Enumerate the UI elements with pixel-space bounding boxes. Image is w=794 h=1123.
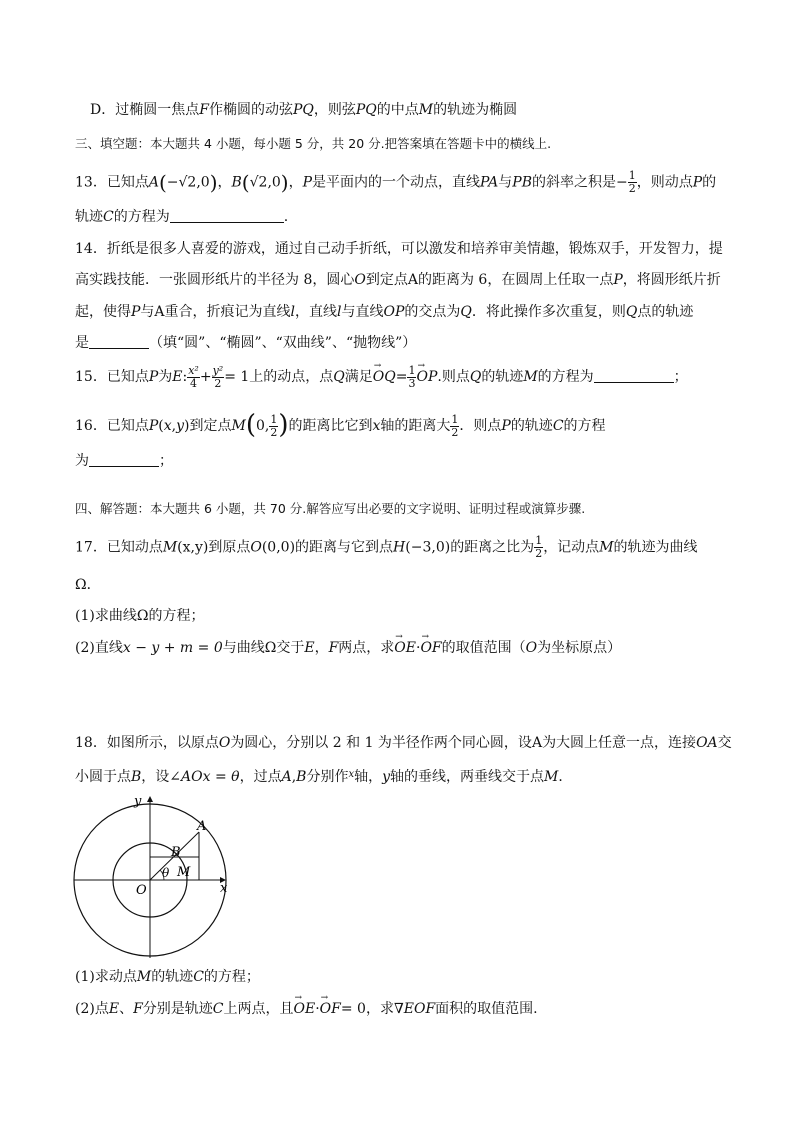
- y-axis-arrow: [147, 796, 153, 802]
- math: −√2,0: [166, 174, 210, 191]
- answer-blank[interactable]: [89, 334, 149, 349]
- question-17-line1: [75, 535, 734, 560]
- text: ．: [558, 769, 573, 785]
- vector: → OP: [416, 363, 437, 391]
- fraction: $\frac{1}{3}$: [408, 363, 416, 390]
- var: x: [163, 418, 172, 434]
- text: 13．已知点: [75, 174, 149, 191]
- question-18-part1: [75, 968, 734, 986]
- var: F: [199, 102, 209, 118]
- var: P: [692, 174, 703, 191]
- point-a-label: A: [197, 819, 207, 834]
- text: = 1: [224, 369, 250, 385]
- text: 的方程为: [537, 369, 594, 385]
- text: 的轨迹为椭圆: [433, 102, 518, 118]
- math: (0,0): [261, 539, 296, 556]
- text: ·: [315, 1001, 320, 1017]
- var: E: [304, 640, 315, 656]
- text: 18．如图所示，以原点: [75, 735, 219, 751]
- var: M: [418, 102, 434, 118]
- var: F: [133, 1001, 143, 1017]
- var: B: [296, 769, 307, 785]
- question-14-line2: [75, 271, 734, 289]
- var: M: [136, 969, 152, 985]
- text: 满足: [344, 369, 373, 385]
- text: 为大圆上任意一点，连接: [542, 735, 697, 751]
- option-d: [90, 101, 734, 119]
- math: ∇EOF: [393, 1001, 436, 1017]
- text: 作椭圆的动弦: [208, 102, 293, 118]
- y-label: y: [134, 794, 142, 809]
- text: 到定点: [189, 418, 232, 434]
- text: （填“圆”、“椭圆”、“双曲线”、“抛物线”）: [149, 335, 417, 351]
- text: ,: [171, 418, 177, 434]
- math: 0,: [255, 418, 270, 434]
- vector: → OE: [394, 639, 416, 657]
- var: PB: [512, 174, 532, 191]
- text: ，: [314, 640, 329, 656]
- var: B: [131, 769, 142, 785]
- text: (1)求动点: [75, 969, 137, 985]
- fraction: $\frac{\text{x²}}{4}$: [188, 363, 199, 390]
- math: √2,0: [249, 174, 281, 191]
- text: ，直线: [295, 304, 338, 320]
- question-17-part2: [75, 639, 734, 657]
- text: =: [395, 369, 408, 385]
- vector: → OQ: [373, 363, 396, 391]
- answer-blank[interactable]: [594, 368, 674, 383]
- var: P: [148, 369, 159, 385]
- text: (2)直线: [75, 640, 123, 656]
- text: 为: [158, 369, 173, 385]
- fraction: $\frac{1}{2}$: [451, 412, 459, 439]
- text: 的: [702, 174, 717, 191]
- text: 的斜率之积是: [532, 174, 616, 191]
- text: ；: [673, 369, 688, 385]
- var: A: [148, 174, 159, 191]
- var: A: [154, 304, 165, 320]
- var: y: [382, 769, 391, 785]
- text: 的轨迹为曲线: [613, 539, 698, 556]
- text: 是平面内的一个动点，直线: [312, 174, 481, 191]
- var: P: [613, 272, 623, 288]
- text: 起，使得: [75, 304, 131, 320]
- text: 分别是轨迹: [142, 1001, 213, 1017]
- text: 的取值范围（: [441, 640, 526, 656]
- var: x: [348, 769, 355, 780]
- var: l: [290, 304, 296, 320]
- question-18-part2: [75, 1000, 734, 1018]
- text: 的轨迹: [510, 418, 553, 434]
- text: 的距离之比为: [450, 539, 535, 556]
- text: 上的动点，点: [249, 369, 334, 385]
- var: x: [372, 418, 381, 434]
- text: ，则动点: [636, 174, 693, 191]
- question-13-line2: [75, 208, 734, 226]
- var: A: [407, 272, 418, 288]
- text: ，: [288, 174, 303, 191]
- question-17-part1: (1)求曲线Ω的方程；: [75, 608, 205, 624]
- question-18-line2: [75, 766, 734, 786]
- text: 的方程；: [203, 969, 260, 985]
- text: (2)点: [75, 1001, 109, 1017]
- text: 分别作: [306, 769, 349, 785]
- text: 到定点: [365, 272, 408, 288]
- text: 轴的垂线，两垂线交于点: [390, 769, 545, 785]
- text: 的距离比它到: [288, 418, 373, 434]
- var: H: [393, 539, 406, 556]
- text: ，则弦: [313, 102, 356, 118]
- text: D．过椭圆一焦点: [90, 102, 200, 118]
- text: ，过点: [239, 769, 282, 785]
- var: P: [302, 174, 313, 191]
- section-heading-4: 四、解答题：本大题共 6 小题，共 70 分.解答应写出必要的文字说明、证明过程或演算步骤.: [75, 501, 586, 516]
- text: 到原点: [208, 539, 251, 556]
- var: M: [544, 769, 559, 785]
- var: P: [501, 418, 511, 434]
- text: 16．已知点: [75, 418, 149, 434]
- text: 与曲线Ω交于: [222, 640, 305, 656]
- text: 高实践技能．一张圆形纸片的半径为 8，圆心: [75, 272, 355, 288]
- var: O: [354, 272, 366, 288]
- text: 上两点，且: [223, 1001, 294, 1017]
- vector: → OE: [294, 1000, 316, 1018]
- var: M: [162, 539, 178, 556]
- text: 轨迹: [75, 209, 103, 225]
- var: Q: [625, 304, 638, 320]
- var: PQ: [355, 102, 377, 118]
- var: E: [172, 369, 183, 385]
- text: ，将圆形纸片折: [622, 272, 721, 288]
- text: 为: [75, 453, 89, 469]
- text: 与: [498, 174, 513, 191]
- text: 的方程为: [113, 209, 170, 225]
- var: M: [599, 539, 614, 556]
- origin-label: O: [136, 883, 147, 898]
- var: Q: [469, 369, 482, 385]
- fraction: $\frac{\text{y²}}{2}$: [212, 363, 224, 390]
- question-13-line1: 13．已知点A(−√2,0)，B(√2,0)，P是平面内的一个动点，直线PA与PB的斜率之积是− $\frac{1}{2}$ ，则动点P的: [75, 169, 717, 195]
- text: ，: [217, 174, 232, 191]
- var: A: [531, 735, 543, 751]
- text: .则点: [437, 369, 470, 385]
- text: 与: [140, 304, 155, 320]
- fraction: $\frac{1}{2}$: [270, 412, 278, 439]
- var: M: [231, 418, 246, 434]
- math: (x,y): [177, 539, 209, 556]
- var: C: [552, 418, 564, 434]
- math: ∠AOx = θ: [169, 769, 240, 785]
- text: 的轨迹: [481, 369, 524, 385]
- question-15: [75, 363, 734, 391]
- question-16-line2: [75, 452, 734, 470]
- var: PA: [480, 174, 499, 191]
- concentric-circles-figure: [70, 790, 240, 960]
- text: 面积的取值范围.: [435, 1001, 538, 1017]
- text: ·: [416, 640, 421, 656]
- text: 的距离为 6，在圆周上任取一点: [417, 272, 614, 288]
- text: 17．已知动点: [75, 539, 163, 556]
- text: ,: [291, 769, 297, 785]
- var: F: [328, 640, 339, 656]
- var: Q: [333, 369, 345, 385]
- text: 两点，求: [338, 640, 395, 656]
- text: :: [182, 369, 188, 385]
- text: ．则点: [459, 418, 502, 434]
- text: 点的轨迹: [637, 304, 694, 320]
- text: 为圆心，分别以 2 和 1 为半径作两个同心圆，设: [230, 735, 532, 751]
- var: O: [250, 539, 262, 556]
- answer-blank[interactable]: [89, 452, 159, 467]
- text: 的轨迹: [151, 969, 194, 985]
- text: ．将此操作多次重复，则: [471, 304, 626, 320]
- text: 的距离与它到点: [295, 539, 394, 556]
- text: 交: [717, 735, 732, 751]
- theta-label: θ: [162, 866, 170, 880]
- var: Q: [460, 304, 472, 320]
- point-b-label: B: [171, 845, 181, 860]
- text: (: [158, 418, 164, 434]
- section-heading-3: 三、填空题：本大题共 4 小题，每小题 5 分，共 20 分.把答案填在答题卡中的横线上.: [75, 136, 552, 151]
- text: 是: [75, 335, 89, 351]
- question-14-line4: [75, 334, 734, 352]
- answer-blank[interactable]: [170, 208, 284, 223]
- text: 重合，折痕记为直线: [164, 304, 291, 320]
- var: B: [231, 174, 242, 191]
- text: 轴的距离大: [380, 418, 451, 434]
- text: 为坐标原点）: [537, 640, 622, 656]
- fraction: $\frac{1}{2}$: [628, 169, 636, 195]
- text: ，设: [141, 769, 170, 785]
- text: 15．已知点: [75, 369, 149, 385]
- var: P: [148, 418, 159, 434]
- text: 的方程: [563, 418, 606, 434]
- text: ；: [159, 453, 173, 469]
- text: 小圆于点: [75, 769, 131, 785]
- vector: → OF: [420, 639, 441, 657]
- var: C: [103, 209, 114, 225]
- text: 的交点为: [404, 304, 461, 320]
- question-14-line3: [75, 303, 734, 321]
- var: OA: [696, 735, 718, 751]
- var: P: [131, 304, 141, 320]
- text: 轴，: [354, 769, 383, 785]
- question-16-line1: 16．已知点P(x,y)到定点M(0, $\frac{1}{2}$ )的距离比它到x轴的距离大 $\frac{1}{2}$ ．则点P的轨迹C的方程: [75, 410, 606, 440]
- x-label: x: [220, 881, 228, 896]
- var: A: [281, 769, 292, 785]
- var: C: [193, 969, 204, 985]
- text: 的中点: [376, 102, 419, 118]
- var: y: [176, 418, 184, 434]
- text: .: [283, 209, 289, 225]
- text: ，求: [365, 1001, 394, 1017]
- text: ): [184, 418, 190, 434]
- math: (−3,0): [405, 539, 451, 556]
- vector: → OF: [320, 1000, 341, 1018]
- var: M: [523, 369, 538, 385]
- question-14-line1: 14．折纸是很多人喜爱的游戏，通过自己动手折纸，可以激发和培养审美情趣，锻炼双手，开发智力，提: [75, 241, 723, 257]
- var: l: [337, 304, 342, 320]
- var: C: [212, 1001, 224, 1017]
- var: O: [525, 640, 538, 656]
- var: PQ: [292, 102, 314, 118]
- question-17-line2: Ω．: [75, 577, 101, 593]
- math: x − y + m = 0: [122, 640, 223, 656]
- text: ，记动点: [543, 539, 600, 556]
- text: +: [199, 369, 212, 385]
- question-18-line1: [75, 734, 734, 752]
- fraction: $\frac{1}{2}$: [535, 534, 543, 560]
- text: 、: [119, 1001, 134, 1017]
- minus: −: [616, 174, 628, 191]
- text: = 0: [340, 1001, 366, 1017]
- point-m-label: M: [177, 865, 191, 880]
- text: 与直线: [341, 304, 384, 320]
- var: E: [108, 1001, 120, 1017]
- var: OP: [383, 304, 405, 320]
- var: O: [218, 735, 231, 751]
